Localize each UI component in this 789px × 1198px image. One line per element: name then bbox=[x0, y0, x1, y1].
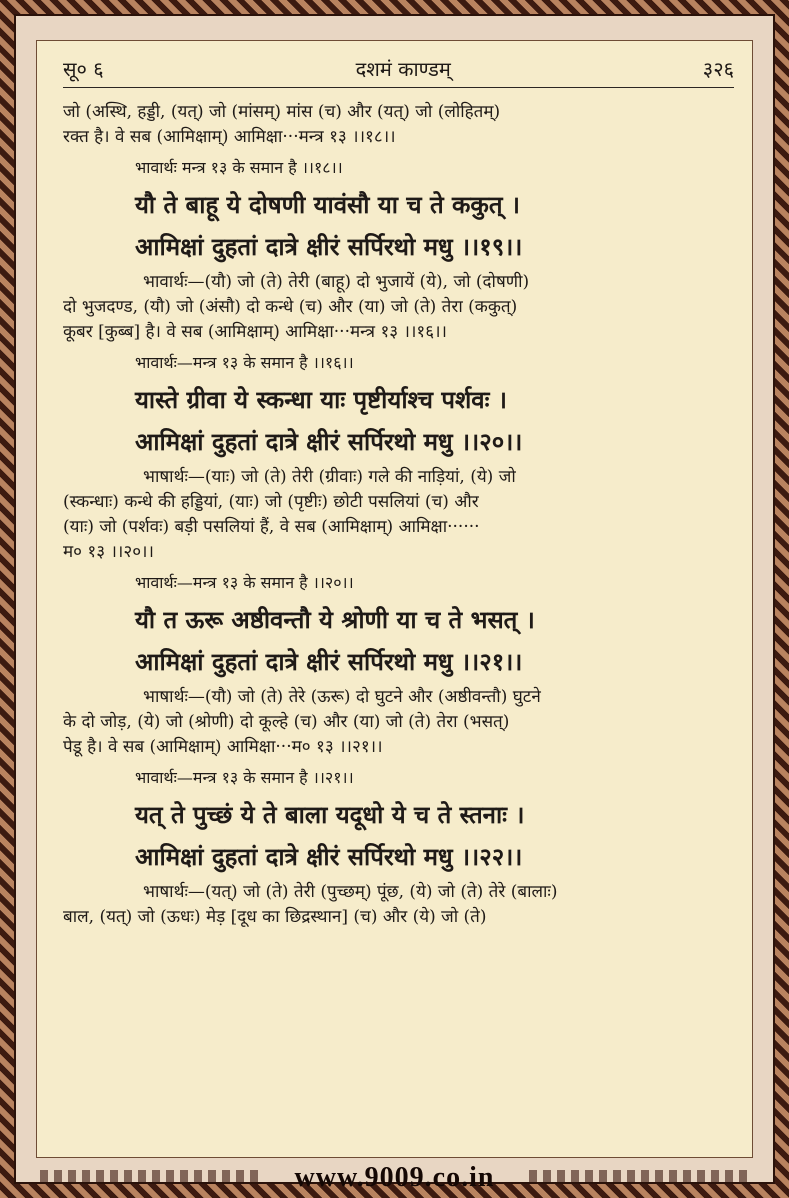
paragraph-line: के दो जोड़, (ये) जो (श्रोणी) दो कूल्हे (च) और (या) जो (ते) तेरा (भसत्) bbox=[63, 712, 510, 732]
paragraph-line: दो भुजदण्ड, (यौ) जो (अंसौ) दो कन्धे (च) और (या) जो (ते) तेरा (ककुत्) bbox=[63, 297, 518, 317]
verse-line: आमिक्षां दुहतां दात्रे क्षीरं सर्पिरथो मधु ।।२१।। bbox=[135, 647, 523, 676]
bhavartha-line: भावार्थः मन्त्र १३ के समान है ।।१८।। bbox=[135, 158, 343, 177]
section-title: दशमं काण्डम् bbox=[355, 57, 451, 81]
paragraph bbox=[63, 100, 734, 150]
verse-line: आमिक्षां दुहतां दात्रे क्षीरं सर्पिरथो मधु ।।२०।। bbox=[135, 427, 523, 456]
sutra-number: सू० ६ bbox=[63, 57, 104, 81]
verse-line: आमिक्षां दुहतां दात्रे क्षीरं सर्पिरथो मधु ।।२२।। bbox=[135, 842, 523, 871]
paragraph-line: जो (अस्थि, हड्डी, (यत्) जो (मांसम्) मांस (च) और (यत्) जो (लोहितम्) bbox=[63, 102, 501, 122]
page-header bbox=[63, 51, 734, 88]
paragraph-line: भाषार्थः—(यत्) जो (ते) तेरी (पुच्छम्) पूंछ, (ये) जो (ते) तेरे (बालाः) bbox=[143, 882, 558, 902]
paragraph bbox=[63, 880, 734, 930]
website-footer: www.9009.co.in bbox=[294, 1162, 495, 1193]
paragraph-line: पेडू है। वे सब (आमिक्षाम्) आमिक्षा···म० १३ ।।२१।। bbox=[63, 737, 383, 757]
paragraph-line: (याः) जो (पर्शवः) बड़ी पसलियां हैं, वे सब (आमिक्षाम्) आमिक्षा······ bbox=[63, 517, 480, 537]
verse-line: यौ ते बाहू ये दोषणी यावंसौ या च ते ककुत् । bbox=[135, 190, 520, 219]
paragraph-line: बाल, (यत्) जो (ऊधः) मेड़ [दूध का छिद्रस्थान] (च) और (ये) जो (ते) bbox=[63, 907, 487, 927]
bhavartha-line: भावार्थः—मन्त्र १३ के समान है ।।२१।। bbox=[135, 768, 354, 787]
paragraph-line: भावार्थः—(यौ) जो (ते) तेरी (बाहू) दो भुजायें (ये), जो (दोषणी) bbox=[143, 272, 530, 292]
verse-line: यत् ते पुच्छं ये ते बाला यदूधो ये च ते स्तनाः । bbox=[135, 800, 525, 829]
verse-line: यास्ते ग्रीवा ये स्कन्धा याः पृष्टीर्याश्च पर्शवः । bbox=[135, 385, 507, 414]
verse-line: यौ त ऊरू अष्ठीवन्तौ ये श्रोणी या च ते भसत् । bbox=[135, 605, 535, 634]
paragraph-line: रक्त है। वे सब (आमिक्षाम्) आमिक्षा···मन्त्र १३ ।।१८।। bbox=[63, 127, 396, 147]
paragraph-line: कूबर [कुब्ब] है। वे सब (आमिक्षाम्) आमिक्षा···मन्त्र १३ ।।१६।। bbox=[63, 322, 447, 342]
paragraph-line: भाषार्थः—(याः) जो (ते) तेरी (ग्रीवाः) गले की नाड़ियां, (ये) जो bbox=[143, 467, 516, 487]
paragraph bbox=[63, 270, 734, 345]
page-content bbox=[63, 100, 734, 930]
paragraph-line: (स्कन्धाः) कन्धे की हड्डियां, (याः) जो (पृष्टीः) छोटी पसलियां (च) और bbox=[63, 492, 479, 512]
document-page bbox=[36, 40, 753, 1158]
verse-line: आमिक्षां दुहतां दात्रे क्षीरं सर्पिरथो मधु ।।१९।। bbox=[135, 232, 523, 261]
paragraph bbox=[63, 685, 734, 760]
bhavartha-line: भावार्थः—मन्त्र १३ के समान है ।।२०।। bbox=[135, 573, 354, 592]
paragraph bbox=[63, 465, 734, 565]
paragraph-line: म० १३ ।।२०।। bbox=[63, 542, 154, 562]
bhavartha-line: भावार्थः—मन्त्र १३ के समान है ।।१६।। bbox=[135, 353, 354, 372]
page-number: ३२६ bbox=[702, 57, 734, 81]
paragraph-line: भाषार्थः—(यौ) जो (ते) तेरे (ऊरू) दो घुटने और (अष्ठीवन्तौ) घुटने bbox=[143, 687, 541, 707]
